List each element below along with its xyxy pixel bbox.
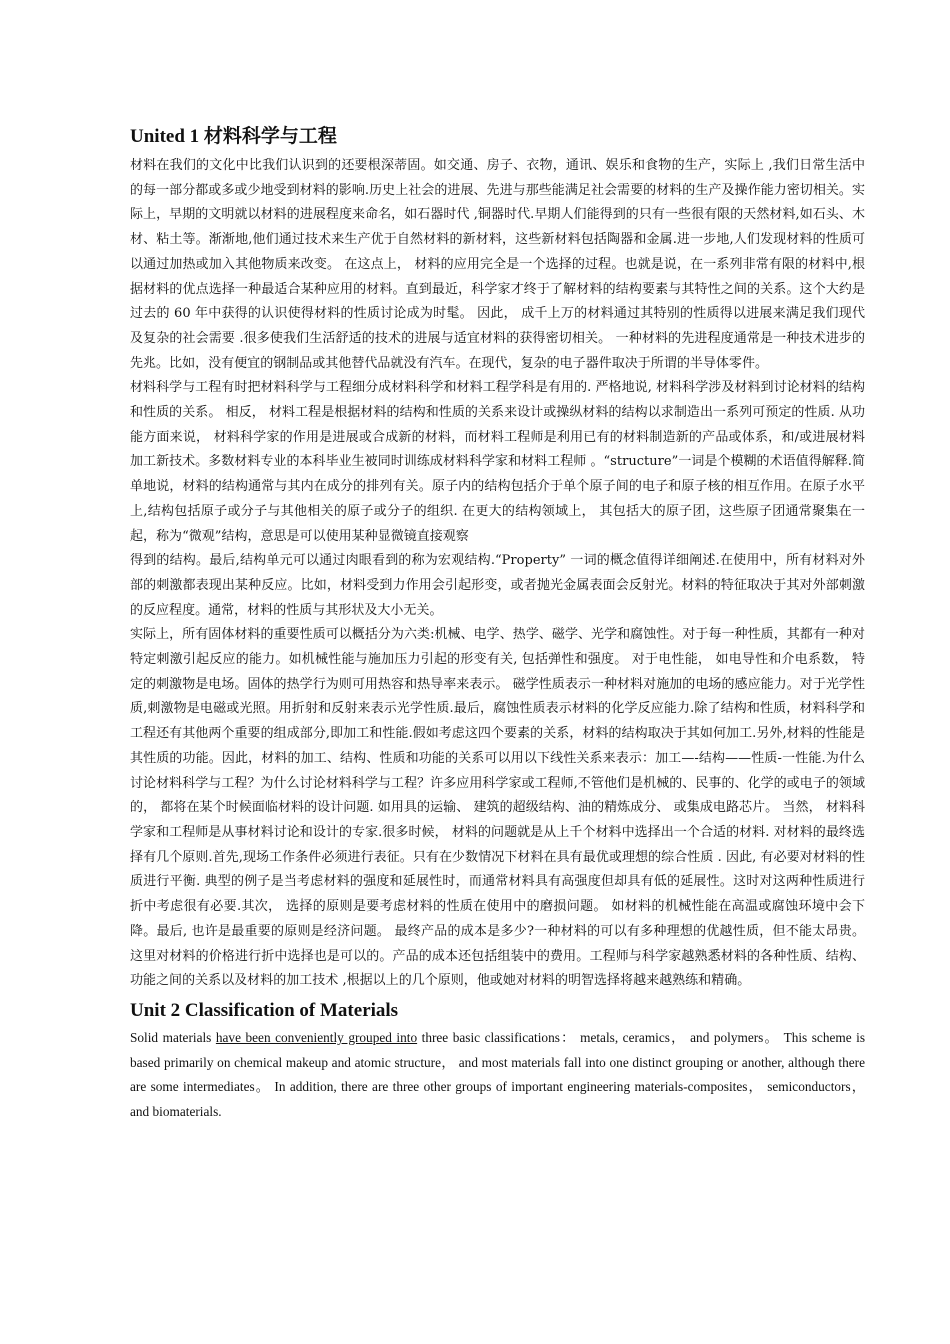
unit1-paragraph-4: 实际上，所有固体材料的重要性质可以概括分为六类:机械、电学、热学、磁学、光学和腐蚀性。对于每一种性质，其都有一种对特定刺激引起反应的能力。如机械性能与施加压力引起的形变有关, 包括弹性和强度。 对于电性能， 如电导性和介电系数， 特定的刺激物是电场。固体的热学行为则可用热容和热导率来表示。 磁学性质表示一种材料对施加的电场的感应能力。对于光学性质,刺激物是电磁或光照。用折射和反射来表示光学性质.最后，腐蚀性质表示材料的化学反应能力.除了结构和性质，材料科学和工程还有其他两个重要的组成部分,即加工和性能.假如考虑这四个要素的关系，材料的结构取决于其如何加工.另外,材料的性能是其性质的功能。因此，材料的加工、结构、性质和功能的关系可以用以下线性关系来表示：加工—-结构——性质-一性能.为什么讨论材料科学与工程？为什么讨论材料科学与工程？许多应用科学家或工程师,不管他们是机械的、民事的、化学的或电子的领域的， 都将在某个时候面临材料的设计问题. 如用具的运输、 建筑的超级结构、油的精炼成分、 或集成电路芯片。 当然， 材料科学家和工程师是从事材料讨论和设计的专家.很多时候， 材料的问题就是从上千个材料中选择出一个合适的材料. 对材料的最终选择有几个原则.首先,现场工作条件必须进行表征。只有在少数情况下材料在具有最优或理想的综合性质 . 因此, 有必要对材料的性质进行平衡. 典型的例子是当考虑材料的强度和延展性时，而通常材料具有高强度但却具有低的延展性。这时对这两种性质进行折中考虑很有必要.其次， 选择的原则是要考虑材料的性质在使用中的磨损问题。 如材料的机械性能在高温或腐蚀环境中会下降。最后, 也许是最重要的原则是经济问题。 最终产品的成本是多少?一种材料的可以有多种理想的优越性质，但不能太昂贵。这里对材料的价格进行折中选择也是可以的。产品的成本还包括组装中的费用。工程师与科学家越熟悉材料的各种性质、结构、功能之间的关系以及材料的加工技术 ,根据以上的几个原则，他或她对材料的明智选择将越来越熟练和精确。 xyxy=(130,627,865,989)
unit2-underlined-phrase: have been conveniently grouped into xyxy=(215,1029,418,1045)
unit2-text-before: Solid materials xyxy=(130,1029,216,1045)
unit2-text-after: three basic classifications： metals, ceramics， and polymers。 This scheme is based primarily on chemical makeup and atomic structure， and most materials fall into one distinct grouping or another, although there are some intermediates。 In addition, there are three other groups of important engineering materials-composites， semiconductors， and biomaterials. xyxy=(130,1029,866,1120)
unit1-paragraph-2: 材料科学与工程有时把材料科学与工程细分成材料科学和材料工程学科是有用的. 严格地说, 材料科学涉及材料到讨论材料的结构和性质的关系。 相反， 材料工程是根据材料的结构和性质的关系来设计或操纵材料的结构以求制造出一系列可预定的性质. 从功能方面来说， 材料科学家的作用是进展或合成新的材料，而材料工程师是利用已有的材料制造新的产品或体系，和/或进展材料加工新技术。多数材料专业的本科毕业生被同时训练成材料科学家和材料工程师 。“structure”一词是个模糊的术语值得解释.简单地说，材料的结构通常与其内在成分的排列有关。原子内的结构包括介于单个原子间的电子和原子核的相互作用。在原子水平上,结构包括原子或分子与其他相关的原子或分子的组织. 在更大的结构领域上， 其包括大的原子团，这些原子团通常聚集在一起，称为“微观”结构，意思是可以使用某种显微镜直接观察 xyxy=(130,380,865,544)
unit1-paragraph-1: 材料在我们的文化中比我们认识到的还要根深蒂固。如交通、房子、衣物，通讯、娱乐和食物的生产，实际上 ,我们日常生活中的每一部分都或多或少地受到材料的影响.历史上社会的进展、先进与那些能满足社会需要的材料的生产及操作能力密切相关。实际上，早期的文明就以材料的进展程度来命名，如石器时代 ,铜器时代.早期人们能得到的只有一些很有限的天然材料,如石头、木材、粘土等。渐渐地,他们通过技术来生产优于自然材料的新材料，这些新材料包括陶器和金属.进一步地,人们发现材料的性质可以通过加热或加入其他物质来改变。 在这点上， 材料的应用完全是一个选择的过程。也就是说，在一系列非常有限的材料中,根据材料的优点选择一种最适合某种应用的材料。直到最近，科学家才终于了解材料的结构要素与其特性之间的关系。这个大约是过去的 60 年中获得的认识使得材料的性质讨论成为时髦。 因此， 成千上万的材料通过其特别的性质得以进展来满足我们现代及复杂的社会需要 .很多使我们生活舒适的技术的进展与适宜材料的获得密切相关。 一种材料的先进程度通常是一种技术进步的先兆。比如，没有便宜的钢制品或其他替代品就没有汽车。在现代，复杂的电子器件取决于所谓的半导体零件。 xyxy=(130,158,865,371)
unit2-paragraph-1 xyxy=(130,1026,865,1125)
unit1-paragraph-3: 得到的结构。最后,结构单元可以通过肉眼看到的称为宏观结构.“Property” 一词的概念值得详细阐述.在使用中，所有材料对外部的刺激都表现出某种反应。比如，材料受到力作用会引起形变，或者抛光金属表面会反射光。材料的特征取决于其对外部刺激的反应程度。通常，材料的性质与其形状及大小无关。 xyxy=(130,553,865,618)
unit2-title: Unit 2 Classification of Materials xyxy=(130,999,399,1021)
document-page xyxy=(130,124,865,1125)
unit1-title: United 1 材料科学与工程 xyxy=(130,126,337,147)
